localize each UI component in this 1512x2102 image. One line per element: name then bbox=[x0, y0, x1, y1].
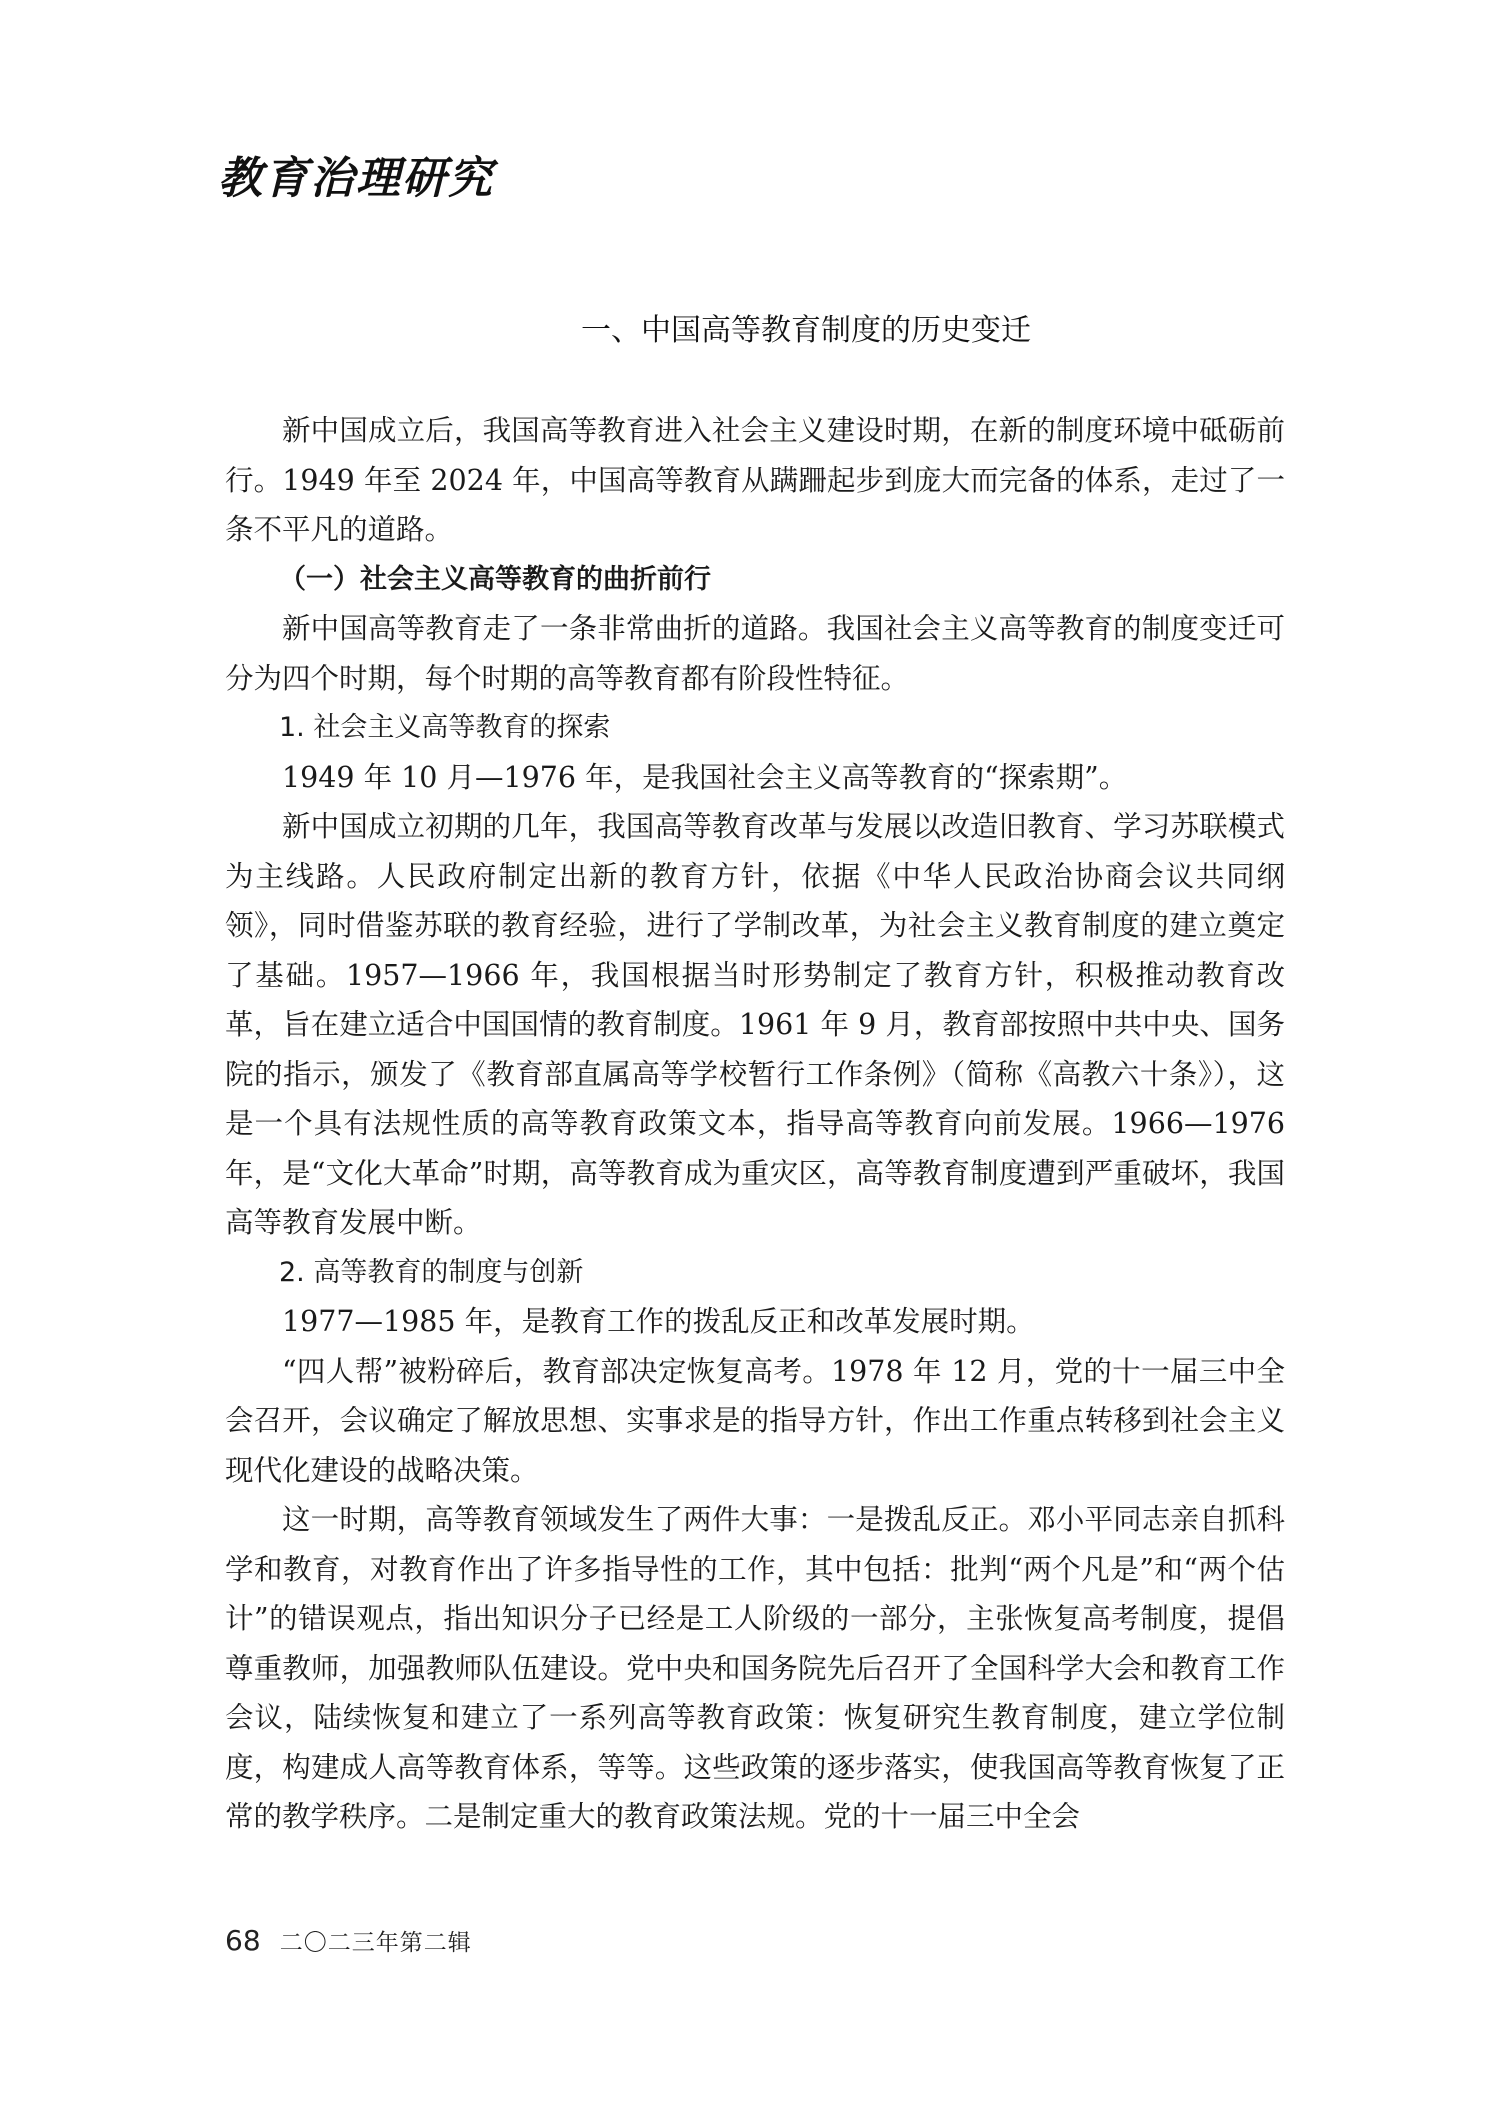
running-head: 教育治理研究 bbox=[218, 153, 494, 204]
article-body bbox=[225, 406, 1285, 1842]
subheading: （一）社会主义高等教育的曲折前行 bbox=[279, 563, 711, 595]
page-number: 68 bbox=[225, 1924, 261, 1957]
section-title: 一、中国高等教育制度的历史变迁 bbox=[581, 313, 1031, 348]
subheading-numbered: 1. 社会主义高等教育的探索 bbox=[279, 712, 611, 743]
paragraph: “四人帮”被粉碎后，教育部决定恢复高考。1978 年 12 月，党的十一届三中全会召开，会议确定了解放思想、实事求是的指导方针，作出工作重点转移到社会主义现代化建设的战略决策。 bbox=[225, 1354, 1285, 1487]
paragraph: 1949 年 10 月—1976 年，是我国社会主义高等教育的“探索期”。 bbox=[282, 760, 1128, 794]
page-footer bbox=[225, 1924, 472, 1957]
paragraph: 新中国高等教育走了一条非常曲折的道路。我国社会主义高等教育的制度变迁可分为四个时期，每个时期的高等教育都有阶段性特征。 bbox=[225, 612, 1285, 695]
paragraph: 新中国成立初期的几年，我国高等教育改革与发展以改造旧教育、学习苏联模式为主线路。人民政府制定出新的教育方针，依据《中华人民政治协商会议共同纲领》，同时借鉴苏联的教育经验，进行了学制改革，为社会主义教育制度的建立奠定了基础。1957—1966 年，我国根据当时形势制定了教育方针，积极推动教育改革，旨在建立适合中国国情的教育制度。1961 年 9 月，教育部按照中共中央、国务院的指示，颁发了《教育部直属高等学校暂行工作条例》（简称《高教六十条》），这是一个具有法规性质的高等教育政策文本，指导高等教育向前发展。1966—1976 年，是“文化大革命”时期，高等教育成为重灾区，高等教育制度遭到严重破坏，我国高等教育发展中断。 bbox=[225, 810, 1285, 1239]
paragraph: 1977—1985 年，是教育工作的拨乱反正和改革发展时期。 bbox=[282, 1305, 1035, 1338]
paragraph: 这一时期，高等教育领域发生了两件大事：一是拨乱反正。邓小平同志亲自抓科学和教育，对教育作出了许多指导性的工作，其中包括：批判“两个凡是”和“两个估计”的错误观点，指出知识分子已经是工人阶级的一部分，主张恢复高考制度，提倡尊重教师，加强教师队伍建设。党中央和国务院先后召开了全国科学大会和教育工作会议，陆续恢复和建立了一系列高等教育政策：恢复研究生教育制度，建立学位制度，构建成人高等教育体系，等等。这些政策的逐步落实，使我国高等教育恢复了正常的教学秩序。二是制定重大的教育政策法规。党的十一届三中全会 bbox=[225, 1503, 1285, 1833]
issue-label: 二〇二三年第二辑 bbox=[279, 1930, 472, 1956]
subheading-numbered: 2. 高等教育的制度与创新 bbox=[279, 1256, 584, 1288]
paragraph: 新中国成立后，我国高等教育进入社会主义建设时期，在新的制度环境中砥砺前行。1949 年至 2024 年，中国高等教育从蹒跚起步到庞大而完备的体系，走过了一条不平凡的道路。 bbox=[225, 414, 1285, 546]
